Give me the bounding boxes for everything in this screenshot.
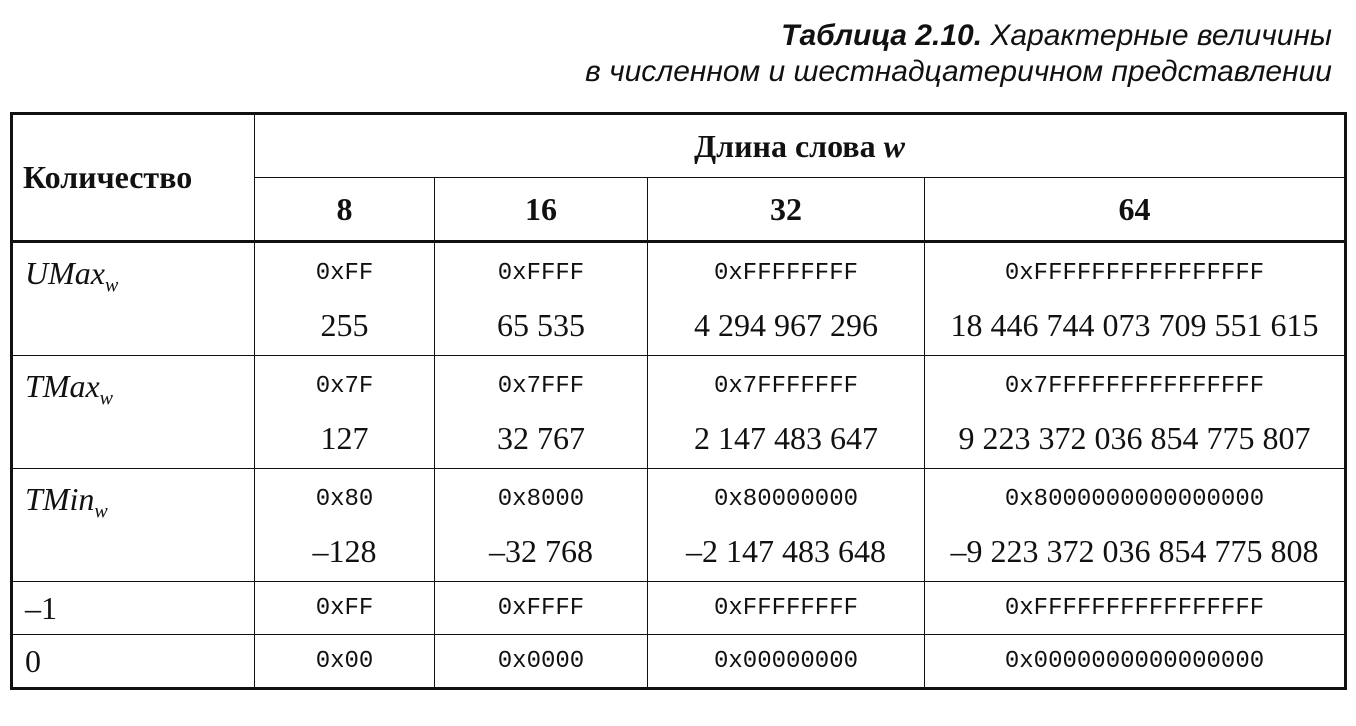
values-table xyxy=(10,112,1347,690)
hex-value: 0x00000000 xyxy=(713,648,859,675)
table-cell xyxy=(435,356,648,469)
row-label-text: TMax xyxy=(25,368,100,404)
header-width-16: 16 xyxy=(435,178,648,242)
table-cell xyxy=(435,582,648,635)
row-label-text: UMax xyxy=(25,255,105,291)
table-cell xyxy=(648,356,925,469)
table-cell xyxy=(435,242,648,356)
hex-value: 0xFFFFFFFF xyxy=(713,595,859,622)
row-label-umax xyxy=(12,242,255,356)
decimal-value: –128 xyxy=(312,533,377,569)
decimal-value: 18 446 744 073 709 551 615 xyxy=(950,307,1319,343)
table-row-umax xyxy=(12,242,1346,356)
table-cell xyxy=(255,582,435,635)
decimal-value: 2 147 483 647 xyxy=(694,420,878,456)
hex-value: 0x7F xyxy=(315,373,374,400)
hex-value: 0x8000 xyxy=(497,486,585,513)
hex-value: 0xFFFFFFFFFFFFFFFF xyxy=(1004,260,1265,287)
caption-line-1 xyxy=(585,18,1332,54)
hex-value: 0x7FFF xyxy=(497,373,585,400)
decimal-value: –9 223 372 036 854 775 808 xyxy=(950,533,1319,569)
table-cell xyxy=(435,635,648,689)
row-label-text: TMin xyxy=(25,481,95,517)
row-label-tmin xyxy=(12,469,255,582)
caption-label: Таблица 2.10. xyxy=(781,19,983,52)
table-caption xyxy=(585,18,1332,90)
table-cell xyxy=(925,242,1346,356)
hex-value: 0xFF xyxy=(315,595,374,622)
hex-value: 0x0000000000000000 xyxy=(1004,648,1265,675)
hex-value: 0xFF xyxy=(315,260,374,287)
row-label-subscript: w xyxy=(99,387,113,410)
table-row-zero xyxy=(12,635,1346,689)
table-cell xyxy=(925,635,1346,689)
header-word-length-var: w xyxy=(883,127,905,164)
decimal-value: –2 147 483 648 xyxy=(686,533,886,569)
hex-value: 0xFFFF xyxy=(497,595,585,622)
table-cell xyxy=(648,635,925,689)
table-cell xyxy=(648,582,925,635)
caption-title-part-1: Характерные величины xyxy=(990,19,1332,52)
row-label-subscript: w xyxy=(94,500,108,523)
hex-value: 0x7FFFFFFFFFFFFFFF xyxy=(1004,373,1265,400)
hex-value: 0x00 xyxy=(315,648,374,675)
table-cell xyxy=(255,242,435,356)
hex-value: 0xFFFFFFFFFFFFFFFF xyxy=(1004,595,1265,622)
header-width-8: 8 xyxy=(255,178,435,242)
table-cell xyxy=(435,469,648,582)
header-word-length xyxy=(255,114,1346,178)
caption-line-2: в численном и шестнадцатеричном представлении xyxy=(585,55,1332,88)
header-quantity: Количество xyxy=(12,114,255,242)
decimal-value: 4 294 967 296 xyxy=(694,307,878,343)
decimal-value: –32 768 xyxy=(489,533,593,569)
hex-value: 0x0000 xyxy=(497,648,585,675)
table-row-minus-one xyxy=(12,582,1346,635)
table-cell xyxy=(255,356,435,469)
table-cell xyxy=(925,469,1346,582)
row-label-tmax xyxy=(12,356,255,469)
table-cell xyxy=(255,469,435,582)
row-label-minus-one: –1 xyxy=(12,582,255,635)
hex-value: 0x8000000000000000 xyxy=(1004,486,1265,513)
hex-value: 0x80 xyxy=(315,486,374,513)
header-word-length-label: Длина слова xyxy=(694,127,876,164)
hex-value: 0x7FFFFFFF xyxy=(713,373,859,400)
hex-value: 0xFFFFFFFF xyxy=(713,260,859,287)
header-width-64: 64 xyxy=(925,178,1346,242)
row-label-zero: 0 xyxy=(12,635,255,689)
row-label-subscript: w xyxy=(104,274,119,297)
hex-value: 0x80000000 xyxy=(713,486,859,513)
decimal-value: 255 xyxy=(320,307,369,343)
decimal-value: 32 767 xyxy=(497,420,585,456)
header-row-1 xyxy=(12,114,1346,178)
hex-value: 0xFFFF xyxy=(497,260,585,287)
table-cell xyxy=(648,469,925,582)
header-width-32: 32 xyxy=(648,178,925,242)
table-cell xyxy=(925,356,1346,469)
table-row-tmax xyxy=(12,356,1346,469)
table-cell xyxy=(255,635,435,689)
table-cell xyxy=(925,582,1346,635)
decimal-value: 127 xyxy=(320,420,369,456)
decimal-value: 9 223 372 036 854 775 807 xyxy=(958,420,1311,456)
table-cell xyxy=(648,242,925,356)
table-row-tmin xyxy=(12,469,1346,582)
decimal-value: 65 535 xyxy=(497,307,585,343)
